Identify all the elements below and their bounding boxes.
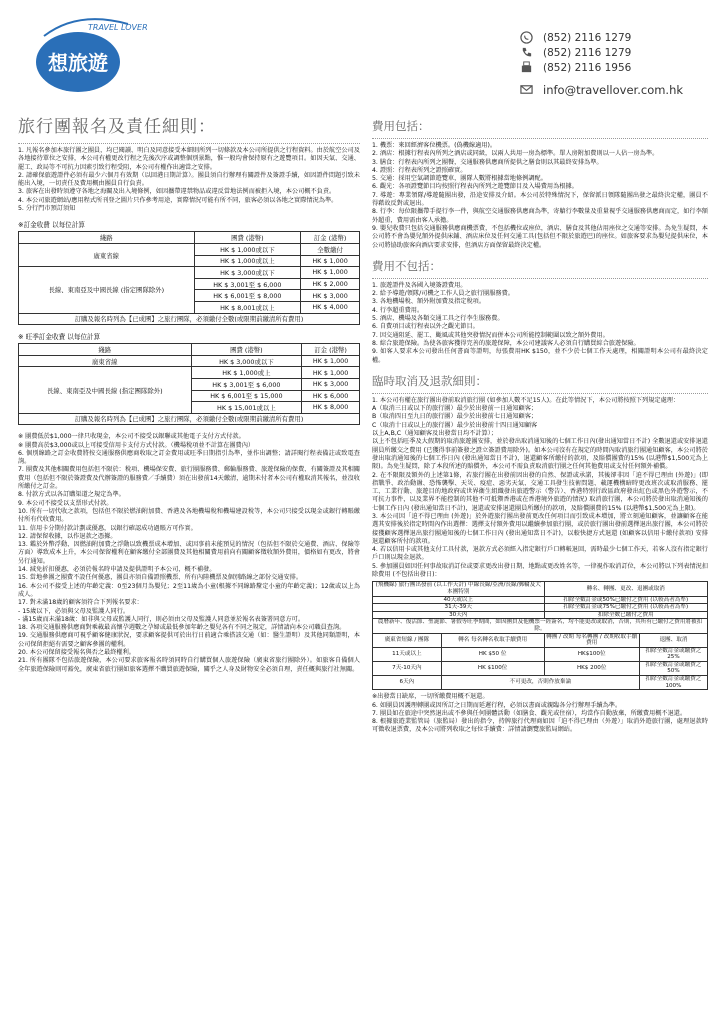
table-row — [19, 267, 360, 279]
table-row — [373, 676, 708, 690]
phone-1[interactable]: (852) 2116 1279 — [543, 31, 632, 44]
cancel-cell: 6天內 — [373, 676, 442, 690]
cancel-cell: 31天-39天 — [373, 604, 545, 612]
table-row — [373, 633, 708, 647]
phone-row — [520, 45, 683, 60]
excluded-title: 費用不包括： — [372, 258, 441, 273]
deposit-cell: HK $ 1,000 — [301, 255, 360, 267]
email-icon — [520, 83, 533, 96]
cancel-cell: 40天或以上 — [373, 596, 545, 604]
payment-term: 15. 當地參團之團費不設任何優惠，團員亦須自備證照機票、所有內陸機票及個別路線之部份交通安排。 — [18, 574, 303, 582]
payment-term: 11. 信用卡分期付款計劃或優惠，以銀行確認成功過賬方可作實。 — [18, 524, 197, 532]
phone-icon — [520, 46, 533, 59]
email-address[interactable]: info@travellover.com.hk — [543, 82, 684, 97]
excluded-list — [372, 282, 708, 365]
list-item: 5. 交通：採用空氣調節遊覽車，團隊人數將根據當地條例調配。 — [372, 175, 547, 183]
table-note: 訂購及報名時列為【已成團】之旅行團隊，必須繳付全數(或限期前繳清所有費用) — [19, 413, 360, 425]
table-row — [373, 611, 708, 619]
cancel-cell: 30天內 — [373, 611, 545, 619]
deposit-table — [18, 231, 360, 325]
fee-cell: HK $ 1,000或上 — [191, 367, 302, 379]
cancel-cell: 農曆新年、復活節、聖誕節、暑假等旺季期間，如因團員及他機票一經簽名，均不能更改或取消，否則，其所有已繳付之費用將被扣除。 — [373, 619, 708, 633]
fee-cell: HK $ 1,000或以上 — [194, 255, 301, 267]
col-header-deposit: 訂金 (港幣) — [302, 344, 360, 356]
table-row — [19, 355, 360, 367]
col-header-fee: 團費 (港幣) — [194, 232, 301, 244]
col-header-deposit: 訂金 (港幣) — [301, 232, 360, 244]
payment-term: 17. 對未滿18歲的顧客須符合下列報名要求： — [18, 599, 143, 607]
cancellation-title: 臨時取消及退款細則： — [372, 373, 487, 388]
list-item: 6. 觀光：各項證覽節目均按照行程表內所列之遊覽節目及入場費用為根據。 — [372, 183, 578, 191]
cancel-cell: HK$ 200位 — [544, 661, 639, 675]
deposit-cell: HK $ 2,000 — [301, 278, 360, 290]
deposit-cell: HK $ 6,000 — [302, 390, 360, 402]
deposit-cell: HK $ 3,000 — [301, 290, 360, 302]
list-item: 8. 行李：每位限攜帶手提行李一件，與航空交通服務供應商為準，寄艙行李數量及重量視乎交通服務供應商而定，如行李額外超重，費用需由客人承擔。 — [372, 208, 708, 224]
list-item: 3. 各地機場稅、額外附加費及指定稅項。 — [372, 298, 486, 306]
cancel-cell: HK$100位 — [544, 647, 639, 661]
list-item: 7. 因交通阻延、罷工、颱風或其他突發情況而併本公司所能控制範圍以致之額外費用。 — [372, 331, 609, 339]
cancel-header-cell: 轉名 每名轉名收取手續費用 — [441, 633, 544, 647]
fax-icon — [520, 61, 533, 74]
svg-text:TRAVEL LOVER: TRAVEL LOVER — [88, 23, 148, 32]
cancel-cell: 扣除全數訂金或繳費之100% — [639, 676, 707, 690]
included-list — [372, 142, 708, 250]
section-divider — [372, 393, 708, 394]
deposit-cell: HK $ 1,000 — [302, 367, 360, 379]
page-title: 旅行團報名及責任細則： — [18, 117, 216, 137]
list-item: 9. 如客人要求本公司發出任何書面等證明，每張費用HK $150，並不少於七個工作天處理，相關證明本公司有最終決定權。 — [372, 348, 708, 364]
list-item: ※出發當日缺席，一切所繳費用概不退還。 — [372, 693, 489, 701]
table-note: 訂購及報名時列為【已成團】之旅行團隊，必須繳付全數(或限期前繳清所有費用) — [19, 313, 360, 325]
list-item: 3. 膳食：行程表內所列之團餐，交通服務供應商所提供之膳食則以其最終安排為準。 — [372, 158, 603, 166]
payment-term: 13. 鑑於外幣浮動、因燃油附加費之浮動以致機票成本增加、或因事前未能預見的情況（包括但不限於交通費、酒店、保險等方面）導致成本上升，本公司保留權利在顧客繳付全部團費及其他相關費用前向有關顧客徵收額外費用，價格如有更改，將會另行通知。 — [18, 541, 360, 565]
list-item: C（取消十日或以上的旅行團）最少於出發前十四日通知顧客 — [372, 421, 538, 429]
fee-cell: HK $ 6,001至 $ 15,000 — [191, 390, 302, 402]
list-item: 4. 證照：行程表所列之證照確實。 — [372, 166, 467, 174]
payment-term: - 15歲以下，必須與父母及監護人同行。 — [18, 607, 130, 615]
payment-term: 10. 所有一切代收之款項，包括但不限於燃油附加費、香港及各地機場稅和機場建設稅等，本公司只接受以現金或銀行轉賬繳付所有代收費用。 — [18, 507, 360, 524]
payment-term: 7. 團費及其他相關費用包括但不限於：稅項、機場保安費、旅行團服務費、郵輪服務費、旅遊保險的保費、有關簽證及其相關費用（包括但不限於簽證費及代辦簽證的服務費／手續費）須在出發前14天繳清，逾期未付者本公司有權取消其報名，並沒收所繳付之訂金。 — [18, 466, 360, 491]
cancellation-fee-table — [372, 581, 708, 690]
list-item: 2. 給予導遊/領隊/司機之工作人員之旅行團服務費。 — [372, 290, 514, 298]
deposit-cell: HK $ 3,000 — [302, 378, 360, 390]
payment-term: - 滿15歲而未滿18歲：如非與父母或監護人同行，則必須由父母及監護人同意並於報名表簽署同意方可。 — [18, 615, 305, 623]
payment-term: 12. 請保留收據，以作退款之憑據。 — [18, 532, 117, 540]
intro-term: 4. 本公司旅遊網站/應用程式所刊登之圖片只作參考用途，實際情況可能有所不同，旅客必須以各地之實際情況為準。 — [18, 196, 338, 204]
fee-cell: HK $ 1,000或以下 — [194, 243, 301, 255]
payment-term: 9. 本公司不接受以支票形式付款。 — [18, 499, 113, 507]
cancel-cell: 扣除全數已繳付之費用 — [544, 611, 708, 619]
cancel-cell: 11天或以上 — [373, 647, 442, 661]
section-divider — [372, 138, 708, 139]
cancel-header-cell: 退團、取消 — [639, 633, 707, 647]
fax-row — [520, 60, 683, 75]
deposit-table-title: ※訂金收費 以每位計算 — [18, 221, 85, 230]
cancel-cell: HK $100位 — [441, 661, 544, 675]
list-item: 8. 綜合旅遊保險。為使各旅客獲得完善的旅遊保障，本公司建議客人必須自行購買綜合旅遊保險。 — [372, 339, 640, 347]
cancel-cell: 扣除全數訂金或繳費之25% — [639, 647, 707, 661]
table-row — [373, 604, 708, 612]
payment-term: 8. 付款方式以各訂購渠道之規定為準。 — [18, 491, 125, 499]
cancel-cell: 扣除全數訂金或75%已繳付之費用 (以較高者為準) — [544, 604, 708, 612]
fee-cell: HK $ 3,001至 $ 6,000 — [194, 278, 301, 290]
contact-info — [520, 30, 683, 98]
right-column — [372, 118, 708, 735]
list-item: 以上A,B,C（通知顧客及出發當日均不計算）； — [372, 430, 498, 438]
intro-term: 2. 請確保旅遊證件必須有最少六個月有效期（以回港日期計算）。團員須自行辦理有關證件及簽證手續，如因證件問題引致未能出入境，一切責任及費用概由團員自行負責。 — [18, 171, 360, 188]
intro-term: 3. 旅客在出發時須遵守各地之海關及出入境條例，如因攜帶違禁物品或違反當地法例而被拒入境，本公司概不負責。 — [18, 188, 336, 196]
col-header-route: 綫路 — [19, 344, 192, 356]
title-divider — [18, 143, 360, 144]
list-item: 1. 機票：來回經濟客位機票。(偽機線適用)。 — [372, 142, 497, 149]
cancel-cell: HK $50 位 — [441, 647, 544, 661]
fee-cell: HK $ 6,001至 $ 8,000 — [194, 290, 301, 302]
route-cell: 長線、東南亞及中國長線 (指定團隊除外) — [19, 367, 192, 413]
payment-term: ※ 團費高於$3,000或以上可接受信用卡支付方式付款。（機場稅項並不計算在團費內） — [18, 441, 255, 449]
list-item: 7. 團員如在旅途中突然退出或不參與任何團體活動（如膳食、觀光或住宿），均當作自動放棄，所繳費用概不退還。 — [372, 709, 687, 717]
list-item: 2. 酒店：根據行程表內所列之酒店或同級，以兩人共用一房為標準。單人房附加費則以一人佔一房為準。 — [372, 150, 659, 158]
route-cell: 廣東省線 — [19, 355, 192, 367]
svg-text:想旅遊: 想旅遊 — [48, 51, 108, 75]
intro-term: 5. 分行門市預訂須知 — [18, 205, 76, 213]
list-item: 6. 如團員因護理轉團或因所訂之日期而延遲行程，必須以書面或親臨各分行辦理手續為準。 — [372, 701, 622, 709]
included-title: 費用包括： — [372, 119, 430, 133]
intro-term: 1. 凡報名參加本旅行團之團員，均已閱讀、明白及同意接受本細則所列一切條款及本公司所提供之行程資料。由於航空公司及各地接待單位之安排，本公司有權更改行程之先後次序或調整個別景點，惟一般均會保持原有之遊覽項目。如因天氣、交通、罷工、政局等不可抗力因素引致行程受阻，本公司有權作出適當之安排。 — [18, 147, 360, 171]
intro-terms — [18, 147, 360, 213]
deposit-cell: HK $ 1,000 — [301, 267, 360, 279]
table-row — [19, 413, 360, 425]
deposit-cell: HK $ 1,000 — [302, 355, 360, 367]
list-item: 7. 導遊：專業領隊/導遊隨團出發，沿途安排及介紹。本公司於特殊情況下，保留派日領隊隨團出發之最終決定權，團員不得藉故反對或退出。 — [372, 191, 708, 208]
list-item: B（取消四日至九日的旅行團）最少於出發前七日通知顧客； — [372, 413, 538, 421]
list-item: 2. 在不限限及額外的上述第1條，若旅行團在出發前因出發的自然、保證或承諾，其後卻非因「迫不得已理由 (外遊)」(即指戰爭、政治動盪、恐怖襲擊、天災、疫症、惡劣天氣、交通工具發生技術問題、載運機構暗時更改班次或取消服務、罷工、工業行動、旅遊目的地政府或世界衞生組織發出旅遊警示（警告）、香港特別行政區政府發出紅色或黑色外遊警示，不可抗力事件，以及業界不能控制的其他不可抵禦香港或在香港境外旅遊的情況) 取消旅行團，本公司將於發出取消通知後的七個工作日內 (發出通知當日不計)，退還或安排退還團員所繳付的款項，及賠償團費的15% (以港幣$1,500元為上限)。 — [372, 471, 708, 512]
fee-cell: HK $ 8,001或以上 — [194, 301, 301, 313]
deposit-cell: HK $ 4,000 — [301, 301, 360, 313]
payment-term: 21. 所有團隊不包括旅遊保險，本公司要求旅客報名時須同時自行購買個人旅遊保險（廣東省旅行團除外）。如旅客自備個人全年旅遊保險則可豁免，廣東省旅行團如旅客選擇不購買旅遊保險，關乎之人身及財物安全必須自理，責任概與旅行社無關。 — [18, 657, 360, 673]
table-row — [373, 619, 708, 633]
cancel-header-cell: 轉團 / 改期 每名轉團 / 改期收取手續費用 — [544, 633, 639, 647]
fee-cell: HK $ 3,000或以下 — [191, 355, 302, 367]
payment-term: 20. 本公司保留接受報名與否之最終權利。 — [18, 649, 135, 656]
list-item: 5. 參加團員如因任何事故取消訂位或要求更改出發日期、地點或更改姓名等，一律視作取消訂位，本公司將以下列表情況扣除費用 (不包括出發日)： — [372, 562, 708, 579]
payment-term: 6. 個別線路之訂金收費將按交通服務供應商收取之訂金費用或旺季日期指引為準，並作出調整；請詳閱行程表備註或致電查詢。 — [18, 449, 360, 466]
fee-cell: HK $ 3,000或以下 — [194, 267, 301, 279]
cancel-cell: 不可更改，否則作放棄論 — [441, 676, 639, 690]
cancel-cell: 扣除全數訂金或50%已繳付之費用 (以較高者為準) — [544, 596, 708, 604]
fee-cell: HK $ 15,001或以上 — [191, 402, 302, 414]
cancellation-list — [372, 397, 708, 580]
travel-lover-logo — [18, 8, 148, 102]
cancel-header-cell: 廣東省短線 / 團隊 — [373, 633, 442, 647]
page-header — [0, 0, 723, 108]
cancel-cell: 轉名、轉團、更改、退團或取消 — [544, 582, 708, 596]
payment-term: 18. 各項交通服務供應商對乘載最高懷孕週數之孕婦或最低參加年齡之嬰兒各有不同之規定，詳情請向本公司職員查詢。 — [18, 624, 346, 632]
list-item: 6. 自費項目或行程表以外之觀光節目。 — [372, 323, 479, 331]
payment-term: 19. 交通服務供應商可視乎顧客健康狀況，要求顧客提供可於出行日前適合乘搭該交通（如：醫生證明）及其他同類證明，本公司保留拒絕有需要之顧客參團的權利。 — [18, 632, 360, 648]
table-row — [373, 582, 708, 596]
route-cell: 廣東省線 — [19, 243, 195, 266]
cancel-cell: 7天-10天內 — [373, 661, 442, 675]
fee-cell: HK $ 3,001至 $ 6,000 — [191, 378, 302, 390]
list-item: A（取消三日或以下的旅行團）最少於出發前一日通知顧客； — [372, 405, 538, 413]
peak-deposit-table — [18, 343, 360, 425]
deposit-cell: 全數繳付 — [301, 243, 360, 255]
left-column — [18, 112, 360, 674]
payment-term: ※ 團費低於$1,000一律只收現金，本公司不接受以銀聯或其他電子支付方式付款。 — [18, 433, 245, 441]
col-header-route: 綫路 — [19, 232, 195, 244]
table-row — [19, 367, 360, 379]
list-item: 以上不包括旺季及大假期的取消旅遊團安排，並於發出取消通知後的七個工作日內(發出通知當日不計) 全數退還或安排退還團員所繳交之費用 (已獲得事前簽發之證立簽證費用除外)。如本公司沒有在規定的時間內取消旅行團通知顧客，本公司將於發出取消通知後的七個工作日內 (發出通知當日不計)，退還顧客所繳付的款項，及賠償團費的15% (以港幣$1,500元為上限)。為免生疑問，除了本段所述的賠償外，本公司不需負責取消旅行團之任何其他費用或支付任何額外補償。 — [372, 438, 708, 471]
list-item: 1. 本公司有權在旅行團出發前取消旅行團 (如參加人數不足15人)。在此等情況下，本公司將按照下列規定處理： — [372, 396, 680, 404]
cancel-cell: 扣除全數訂金或繳費之50% — [639, 661, 707, 675]
whatsapp-icon — [520, 31, 533, 44]
col-header-fee: 團費 (港幣) — [191, 344, 302, 356]
table-row — [373, 661, 708, 675]
list-item: 8. 根據旅遊業監管局（旅監局）發出的指令，持牌旅行代理商如因「迫不得已理由（外遊）」取消外遊旅行團，處理退款時可徵收退票費，及本公司將列收取之每位手續費：詳情請瀏覽旅監局網站。 — [372, 718, 708, 734]
table-row — [19, 243, 360, 255]
payment-terms — [18, 433, 360, 674]
deposit-cell: HK $ 8,000 — [302, 402, 360, 414]
list-item: 3. 本公司因「迫不得已理由 (外遊)」於外遊旅行團出發前更改任何項目而引致成本增加，將立刻通知顧客，並讓顧客在能選其安排後於指定時間內作出選擇：選擇支付額外費用以繼續參加旅行團，或於旅行團出發前選擇退出旅行團，本公司將於接獲顧客選擇退出旅行團通知後的七個工作日內 (發出通知當日不計)，以較快捷方式退還 (如顧客以信用卡繳付款項) 安排退還顧客所付的款項。 — [372, 512, 708, 545]
section-divider — [372, 278, 708, 279]
list-item: 4. 若以信用卡或其他支付工具付款，退款方式必須經入指定銀行戶口轉帳退回，需時最少七個工作天，若客人沒有指定銀行戶口則以現金退款。 — [372, 546, 708, 562]
list-item: 5. 酒店、機場及各類交通工具之行李生服務費。 — [372, 315, 504, 323]
route-cell: 長線、東南亞及中國長線 (指定團隊除外) — [19, 267, 195, 313]
email-row — [520, 81, 683, 98]
table-row — [373, 647, 708, 661]
cancel-cell: (飛機線) 旅行團出發前 (以工作天計) 中線長線/亞洲/長線/郵輪及大本團特別 — [373, 582, 545, 596]
list-item: 4. 行李超重費用。 — [372, 306, 424, 314]
payment-term: 14. 減免折扣優惠，必須於報名時申請及提供證明予本公司，概不補發。 — [18, 566, 216, 574]
phone-2[interactable]: (852) 2116 1279 — [543, 46, 632, 59]
peak-deposit-table-title: ※ 旺季訂金收費 以每位計算 — [18, 333, 101, 342]
table-row — [19, 313, 360, 325]
list-item: 1. 旅遊證件及各國入境簽證費用。 — [372, 281, 467, 289]
whatsapp-row — [520, 30, 683, 45]
fax-number: (852) 2116 1956 — [543, 61, 632, 74]
cancellation-notes — [372, 693, 708, 734]
list-item: 9. 嬰兒收費只包括交通服務供應商機票費，不包括機位或座位，酒店、膳食及其他佔用座位之交通等安排。為免生疑問，本公司將不會為嬰兒額外提供床鋪、酒店床位及任何交通工具(包括但不限於旅遊巴)的座位。如旅客要求為嬰兒提供床位，本公司將協助旅客向酒店要求安排，但酒店方面保留最終決定權。 — [372, 224, 708, 249]
payment-term: 16. 本公司不接受上述的年齡定義：0至23個月為嬰兒；2至11歲為小童(根據不同線路釐定小童的年齡定義)；12歲或以上為成人。 — [18, 582, 360, 598]
table-row — [373, 596, 708, 604]
